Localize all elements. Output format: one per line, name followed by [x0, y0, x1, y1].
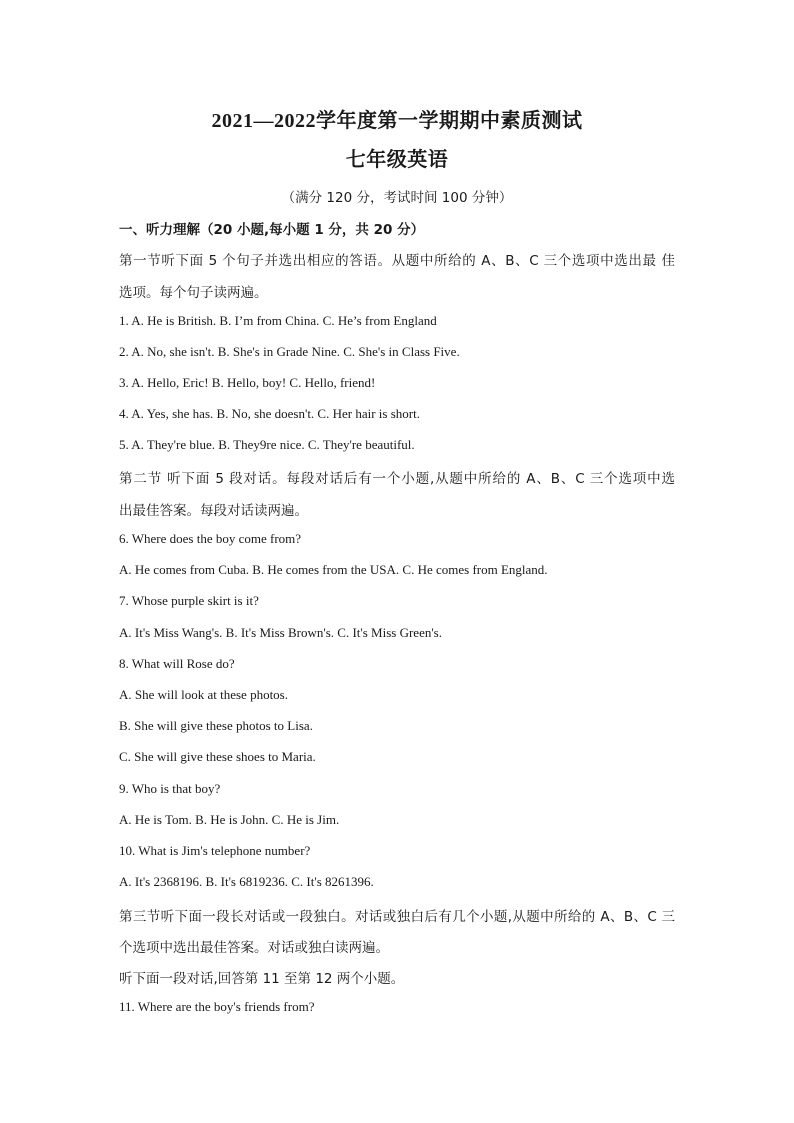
part3-intro-line2: 个选项中选出最佳答案。对话或独白读两遍。: [119, 940, 389, 956]
answer-options: A. He is Tom. B. He is John. C. He is Jim.: [119, 812, 340, 827]
part3-instruction: 听下面一段对话,回答第 11 至第 12 两个小题。: [119, 971, 405, 987]
section-heading: 一、听力理解（20 小题,每小题 1 分，共 20 分）: [119, 222, 425, 238]
question-item: 3. A. Hello, Eric! B. Hello, boy! C. Hello, friend!: [119, 375, 376, 390]
exam-subtitle: 七年级英语: [345, 149, 449, 171]
question-item: 1. A. He is British. B. I’m from China. C. He’s from England: [119, 313, 437, 328]
question-line: 7. Whose purple skirt is it?: [119, 593, 259, 608]
question-item: 5. A. They're blue. B. They9re nice. C. They're beautiful.: [119, 437, 415, 452]
answer-options: A. He comes from Cuba. B. He comes from the USA. C. He comes from England.: [119, 562, 548, 577]
part2-intro-line2: 出最佳答案。每段对话读两遍。: [119, 503, 308, 519]
exam-title: 2021—2022学年度第一学期期中素质测试: [211, 110, 583, 132]
question-line: 8. What will Rose do?: [119, 656, 235, 671]
answer-option: C. She will give these shoes to Maria.: [119, 749, 316, 764]
question-line: 9. Who is that boy?: [119, 781, 221, 796]
part2-intro-line1: 第二节 听下面 5 段对话。每段对话后有一个小题,从题中所给的 A、B、C 三个选项中选: [119, 471, 675, 487]
question-item: 4. A. Yes, she has. B. No, she doesn't. C. Her hair is short.: [119, 406, 420, 421]
question-line: 11. Where are the boy's friends from?: [119, 999, 315, 1014]
answer-option: A. She will look at these photos.: [119, 687, 288, 702]
answer-options: A. It's 2368196. B. It's 6819236. C. It's 8261396.: [119, 874, 374, 889]
answer-options: A. It's Miss Wang's. B. It's Miss Brown's. C. It's Miss Green's.: [119, 625, 442, 640]
answer-option: B. She will give these photos to Lisa.: [119, 718, 313, 733]
score-time-note: （满分 120 分，考试时间 100 分钟）: [281, 190, 513, 206]
part1-intro-line1: 第一节听下面 5 个句子并选出相应的答语。从题中所给的 A、B、C 三个选项中选出最 佳: [119, 253, 675, 269]
part3-intro-line1: 第三节听下面一段长对话或一段独白。对话或独白后有几个小题,从题中所给的 A、B、C 三: [119, 909, 675, 925]
question-item: 2. A. No, she isn't. B. She's in Grade Nine. C. She's in Class Five.: [119, 344, 460, 359]
part1-intro-line2: 选项。每个句子读两遍。: [119, 285, 268, 301]
question-line: 10. What is Jim's telephone number?: [119, 843, 311, 858]
question-line: 6. Where does the boy come from?: [119, 531, 302, 546]
